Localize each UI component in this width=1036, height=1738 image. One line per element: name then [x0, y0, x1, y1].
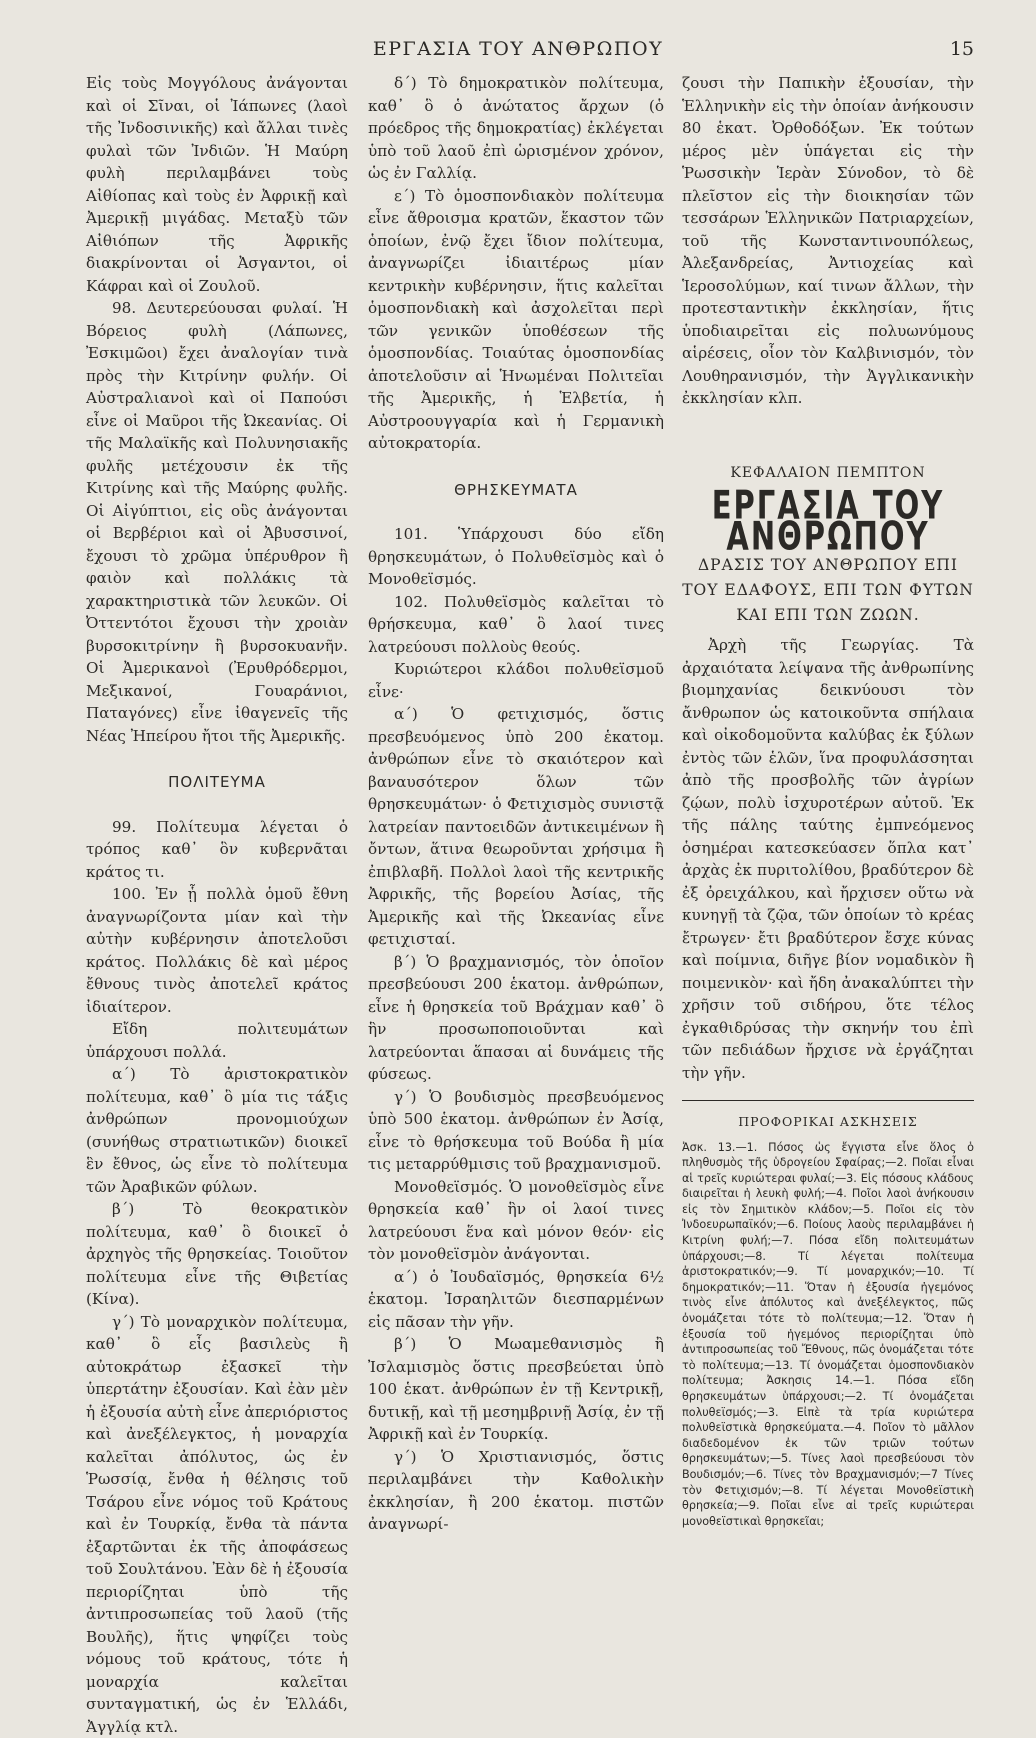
paragraph: β΄) Ὁ βραχμανισμός, τὸν ὁποῖον πρεσβεύουσι 200 ἑκατομ. ἀνθρώπων, εἶνε ἡ θρησκεία τοῦ Βράχμαν καθ᾽ ὃ ἣν προσωποποιοῦνται καὶ λατρεύονται ἅπασαι αἱ δυνάμεις τῆς φύσεως.	[368, 951, 664, 1086]
exercises-heading: ΠΡΟΦΟΡΙΚΑΙ ΑΣΚΗΣΕΙΣ	[682, 1111, 974, 1134]
paragraph: 99. Πολίτευμα λέγεται ὁ τρόπος καθ᾽ ὃν κυβερνᾶται κράτος τι.	[86, 816, 348, 884]
paragraph: α΄) Ὁ φετιχισμός, ὅστις πρεσβευόμενος ὑπὸ 200 ἑκατομ. ἀνθρώπων εἶνε τὸ σκαιότερον καὶ βαναυσότερον ὅλων τῶν θρησκευμάτων· ὁ Φετιχισμὸς συνιστᾷ λατρείαν παντοειδῶν ἀντικειμένων ἢ ὄντων, ἅτινα θεωροῦνται χρήσιμα ἢ ἐπιβλαβῆ. Πολλοὶ λαοὶ τῆς κεντρικῆς Ἀφρικῆς, τῆς βορείου Ἀσίας, τῆς Ἀμερικῆς καὶ τῆς Ὠκεανίας εἶνε φετιχισταί.	[368, 703, 664, 951]
paragraph: Μονοθεϊσμός. Ὁ μονοθεϊσμὸς εἶνε θρησκεία καθ᾽ ἣν οἱ λαοί τινες λατρεύουσι ἕνα καὶ μόνον θεόν· εἰς τὸν μονοθεϊσμὸν ἀνάγονται.	[368, 1176, 664, 1266]
divider	[682, 1100, 974, 1101]
section-heading-threskeumata: ΘΡΗΣΚΕΥΜΑΤΑ	[368, 479, 664, 502]
paragraph: α΄) Τὸ ἀριστοκρατικὸν πολίτευμα, καθ᾽ ὃ μία τις τάξις ἀνθρώπων προνομιούχων (συνήθως στρατιωτικῶν) διοικεῖ ἓν ἔθνος, ὡς εἶνε τὸ πολίτευμα τῶν Ἀραβικῶν φύλων.	[86, 1063, 348, 1198]
paragraph: ε΄) Τὸ ὁμοσπονδιακὸν πολίτευμα εἶνε ἄθροισμα κρατῶν, ἕκαστον τῶν ὁποίων, ἐνῷ ἔχει ἴδιον πολίτευμα, ἀναγνωρίζει ἰδιαιτέρως μίαν κεντρικὴν κυβέρνησιν, ἥτις καλεῖται ὁμοσπονδιακὴ καὶ ἀσχολεῖται περὶ τῶν γενικῶν ὑποθέσεων τῆς ὁμοσπονδίας. Τοιαύτας ὁμοσπονδίας ἀποτελοῦσιν αἱ Ἡνωμέναι Πολιτεῖαι τῆς Ἀμερικῆς, ἡ Ἑλβετία, ἡ Αὐστροουγγαρία καὶ ἡ Γερμανικὴ αὐτοκρατορία.	[368, 185, 664, 455]
paragraph: β΄) Τὸ θεοκρατικὸν πολίτευμα, καθ᾽ ὃ διοικεῖ ὁ ἀρχηγὸς τῆς θρησκείας. Τοιοῦτον πολίτευμα εἶνε τῆς Θιβετίας (Κίνα).	[86, 1198, 348, 1311]
paragraph: Εἴδη πολιτευμάτων ὑπάρχουσι πολλά.	[86, 1018, 348, 1063]
paragraph: 102. Πολυθεϊσμὸς καλεῖται τὸ θρήσκευμα, καθ᾽ ὃ λαοί τινες λατρεύουσι πολλοὺς θεούς.	[368, 591, 664, 659]
page-number: 15	[950, 38, 974, 60]
page-header	[0, 38, 1036, 66]
paragraph: 101. Ὑπάρχουσι δύο εἴδη θρησκευμάτων, ὁ Πολυθεϊσμὸς καὶ ὁ Μονοθεϊσμός.	[368, 523, 664, 591]
column-1	[86, 72, 348, 1738]
exercises-text: Ἀσκ. 13.—1. Πόσος ὡς ἔγγιστα εἶνε ὅλος ὁ πληθυσμὸς τῆς ὑδρογείου Σφαίρας;—2. Ποῖαι εἶναι αἱ τρεῖς κυριώτεραι φυλαί;—3. Εἰς πόσους κλάδους διαιρεῖται ἡ λευκὴ φυλή;—4. Ποῖοι λαοὶ ἀνήκουσιν εἰς τὸν Σημιτικὸν κλάδον;—5. Ποῖοι εἰς τὸν Ἰνδοευρωπαϊκόν;—6. Ποίους λαοὺς περιλαμβάνει ἡ Κιτρίνη φυλή;—7. Πόσα εἴδη πολιτευμάτων ὑπάρχουσι;—8. Τί λέγεται πολίτευμα ἀριστοκρατικόν;—9. Τί μοναρχικόν;—10. Τί δημοκρατικόν;—11. Ὅταν ἡ ἐξουσία ἡγεμόνος τινὸς εἶνε ἀπόλυτος καὶ ἀνεξέλεγκτος, πῶς ὀνομάζεται τότε τὸ πολίτευμα;—12. Ὅταν ἡ ἐξουσία τοῦ ἡγεμόνος περιορίζηται ὑπὸ ἀντιπροσωπείας τοῦ Ἔθνους, πῶς ὀνομάζεται τότε τὸ πολίτευμα;—13. Τί ὀνομάζεται ὁμοσπονδιακὸν πολίτευμα; Ἀσκησις 14.—1. Πόσα εἴδη θρησκευμάτων ὑπάρχουσι;—2. Τί ὀνομάζεται πολυθεϊσμός;—3. Εἰπὲ τὰ τρία κυριώτερα πολυθεϊστικὰ θρησκεύματα.—4. Ποῖον τὸ μᾶλλον διαδεδομένον ἐκ τῶν τριῶν τούτων θρησκευμάτων;—5. Τίνες λαοὶ πρεσβεύουσι τὸν Βουδισμόν;—6. Τίνες τὸν Βραχμανισμόν;—7 Τίνες τὸν Φετιχισμόν;—8. Τί λέγεται Μονοθεϊστικὴ θρησκεία;—9. Ποῖαι εἶνε αἱ τρεῖς κυριώτεραι μονοθεϊστικαὶ θρησκεῖαι;	[682, 1140, 974, 1530]
paragraph: α΄) ὁ Ἰουδαϊσμός, θρησκεία 6½ ἑκατομ. Ἰσραηλιτῶν διεσπαρμένων εἰς πᾶσαν τὴν γῆν.	[368, 1266, 664, 1334]
paragraph: γ΄) Ὁ Χριστιανισμός, ὅστις περιλαμβάνει τὴν Καθολικὴν ἐκκλησίαν, ἢ 200 ἑκατομ. πιστῶν ἀναγνωρί-	[368, 1446, 664, 1536]
paragraph: Ἀρχὴ τῆς Γεωργίας. Τὰ ἀρχαιότατα λείψανα τῆς ἀνθρωπίνης βιομηχανίας δεικνύουσι τὸν ἄνθρωπον ὡς κατοικοῦντα σπήλαια καὶ οἰκοδομοῦντα καλύβας ἐκ ξύλων ἐντὸς τῶν ἑλῶν, ἵνα προφυλάσσηται ἀπὸ τῆς προσβολῆς τῶν ἀγρίων ζῴων, πολὺ ἰσχυροτέρων αὐτοῦ. Ἐκ τῆς πάλης ταύτης ἐμπνεόμενος ὁσημέραι κατεσκεύασεν ὅπλα κατ᾽ ἀρχὰς ἐκ πυριτολίθου, βραδύτερον δὲ ἐξ ὀρειχάλκου, καὶ ἤρχισεν οὕτω νὰ κυνηγῇ τὰ ζῷα, τῶν ὁποίων τὸ κρέας ἔτρωγεν· ἔτι βραδύτερον ἔσχε κύνας καὶ ποίμνια, διῆγε βίον νομαδικὸν ἢ ποιμενικὸν· καὶ ἤδη ἀνακαλύπτει τὴν χρῆσιν τοῦ σιδήρου, ὅτε τέλος ἐγκαθιδρύσας τὴν σκηνήν του ἐπὶ τῶν πεδιάδων ἤρχισε νὰ ἐργάζηται τὴν γῆν.	[682, 634, 974, 1084]
paragraph: Κυριώτεροι κλάδοι πολυθεϊσμοῦ εἶνε·	[368, 658, 664, 703]
running-title: ΕΡΓΑΣΙΑ ΤΟΥ ΑΝΘΡΩΠΟΥ	[0, 38, 1036, 60]
paragraph: ζουσι τὴν Παπικὴν ἐξουσίαν, τὴν Ἑλληνικὴν εἰς τὴν ὁποίαν ἀνήκουσιν 80 ἑκατ. Ὀρθοδόξων. Ἐκ τούτων μέρος μὲν ὑπάγεται εἰς τὴν Ῥωσσικὴν Ἱερὰν Σύνοδον, τὸ δὲ πλεῖστον εἰς τὴν διοικησίαν τῶν τεσσάρων Ἑλληνικῶν Πατριαρχείων, τοῦ τῆς Κωνσταντινουπόλεως, Ἀλεξανδρείας, Ἀντιοχείας καὶ Ἱεροσολύμων, καί τινων ἄλλων, τὴν προτεσταντικὴν ἐκκλησίαν, ἥτις ὑποδιαιρεῖται εἰς πολυωνύμους αἱρέσεις, οἷον τὸν Καλβινισμόν, τὸν Λουθηρανισμόν, τὴν Ἀγγλικανικὴν ἐκκλησίαν κλπ.	[682, 72, 974, 410]
paragraph: 98. Δευτερεύουσαι φυλαί. Ἡ Βόρειος φυλὴ (Λάπωνες, Ἐσκιμῶοι) ἔχει ἀναλογίαν τινὰ πρὸς τὴν Κιτρίνην φυλήν. Οἱ Αὐστραλιανοὶ καὶ οἱ Παπούσι εἶνε οἱ Μαῦροι τῆς Ὠκεανίας. Οἱ τῆς Μαλαϊκῆς καὶ Πολυνησιακῆς φυλῆς μετέχουσιν ἐκ τῆς Κιτρίνης καὶ τῆς Μαύρης φυλῆς. Οἱ Αἰγύπτιοι, εἰς οὓς ἀνάγονται οἱ Βερβέριοι καὶ οἱ Ἀβυσσινοί, ἔχουσι τὸ χρῶμα ὑπέρυθρον ἢ φαιὸν καὶ πολλάκις τὰ χαρακτηριστικὰ τῶν λευκῶν. Οἱ Ὀττεντότοι ἔχουσι τὴν χροιὰν βυρσοκιτρίνην ἢ βυρσοκυανῆν. Οἱ Ἀμερικανοὶ (Ἐρυθρόδερμοι, Μεξικανοί, Γουαράνιοι, Παταγόνες) εἶνε ἰθαγενεῖς τῆς Νέας Ἠπείρου ἤτοι τῆς Ἀμερικῆς.	[86, 297, 348, 747]
paragraph: γ΄) Ὁ βουδισμὸς πρεσβευόμενος ὑπὸ 500 ἑκατομ. ἀνθρώπων ἐν Ἀσίᾳ, εἶνε τὸ θρήσκευμα τοῦ Βούδα ἢ μία τις μεταρρύθμισις τοῦ βραχμανισμοῦ.	[368, 1086, 664, 1176]
section-heading-politeuma: ΠΟΛΙΤΕΥΜΑ	[86, 771, 348, 794]
paragraph: 100. Ἐν ᾗ πολλὰ ὁμοῦ ἔθνη ἀναγνωρίζοντα μίαν καὶ τὴν αὐτὴν κυβέρνησιν ἀποτελοῦσι κράτος. Πολλάκις δὲ καὶ μέρος ἔθνους τινὸς ἀποτελεῖ κράτος ἰδιαίτερον.	[86, 883, 348, 1018]
chapter-title: ΕΡΓΑΣΙΑ ΤΟΥ ΑΝΘΡΩΠΟΥ	[682, 490, 974, 551]
chapter-label: ΚΕΦΑΛΑΙΟΝ ΠΕΜΠΤΟΝ	[682, 462, 974, 485]
column-2	[368, 72, 664, 1536]
column-3	[682, 72, 974, 1529]
paragraph: γ΄) Τὸ μοναρχικὸν πολίτευμα, καθ᾽ ὃ εἷς βασιλεὺς ἢ αὐτοκράτωρ ἐξασκεῖ τὴν ὑπερτάτην ἐξουσίαν. Καὶ ἐὰν μὲν ἡ ἐξουσία αὐτὴ εἶνε ἀπεριόριστος καὶ ἀνεξέλεγκτος, ἡ μοναρχία καλεῖται ἀπόλυτος, ὡς ἐν Ῥωσσίᾳ, ἔνθα ἡ θέλησις τοῦ Τσάρου εἶνε νόμος τοῦ Κράτους καὶ ἐν Τουρκίᾳ, ἔνθα τὰ πάντα ἐξαρτῶνται ἐκ τῆς ἀποφάσεως τοῦ Σουλτάνου. Ἐὰν δὲ ἡ ἐξουσία περιορίζηται ὑπὸ τῆς ἀντιπροσωπείας τοῦ λαοῦ (τῆς Βουλῆς), ἥτις ψηφίζει τοὺς νόμους τοῦ κράτους, τότε ἡ μοναρχία καλεῖται συνταγματική, ὡς ἐν Ἑλλάδι, Ἀγγλίᾳ κτλ.	[86, 1311, 348, 1738]
chapter-subtitle: ΔΡΑΣΙΣ ΤΟΥ ΑΝΘΡΩΠΟΥ ΕΠΙ ΤΟΥ ΕΔΑΦΟΥΣ, ΕΠΙ ΤΩΝ ΦΥΤΩΝ ΚΑΙ ΕΠΙ ΤΩΝ ΖΩΩΝ.	[682, 553, 974, 628]
paragraph: β΄) Ὁ Μωαμεθανισμὸς ἢ Ἰσλαμισμὸς ὅστις πρεσβεύεται ὑπὸ 100 ἑκατ. ἀνθρώπων ἐν τῇ Κεντρικῇ, δυτικῇ, καὶ τῇ μεσημβρινῇ Ἀσίᾳ, ἐν τῇ Ἀφρικῇ καὶ ἐν Τουρκίᾳ.	[368, 1333, 664, 1446]
paragraph: Εἰς τοὺς Μογγόλους ἀνάγονται καὶ οἱ Σῖναι, οἱ Ἰάπωνες (λαοὶ τῆς Ἰνδοσινικῆς) καὶ ἄλλαι τινὲς φυλαὶ τῶν Ἰνδιῶν. Ἡ Μαύρη φυλὴ περιλαμβάνει τοὺς Αἰθίοπας καὶ τοὺς ἐν Ἀφρικῇ καὶ Ἀμερικῇ μιγάδας. Μεταξὺ τῶν Αἰθιόπων τῆς Ἀφρικῆς διακρίνονται οἱ Ἀσγαντοι, οἱ Κάφραι καὶ οἱ Ζουλοῦ.	[86, 72, 348, 297]
paragraph: δ΄) Τὸ δημοκρατικὸν πολίτευμα, καθ᾽ ὃ ὁ ἀνώτατος ἄρχων (ὁ πρόεδρος τῆς δημοκρατίας) ἐκλέγεται ὑπὸ τοῦ λαοῦ ἐπὶ ὡρισμένον χρόνον, ὡς ἐν Γαλλίᾳ.	[368, 72, 664, 185]
